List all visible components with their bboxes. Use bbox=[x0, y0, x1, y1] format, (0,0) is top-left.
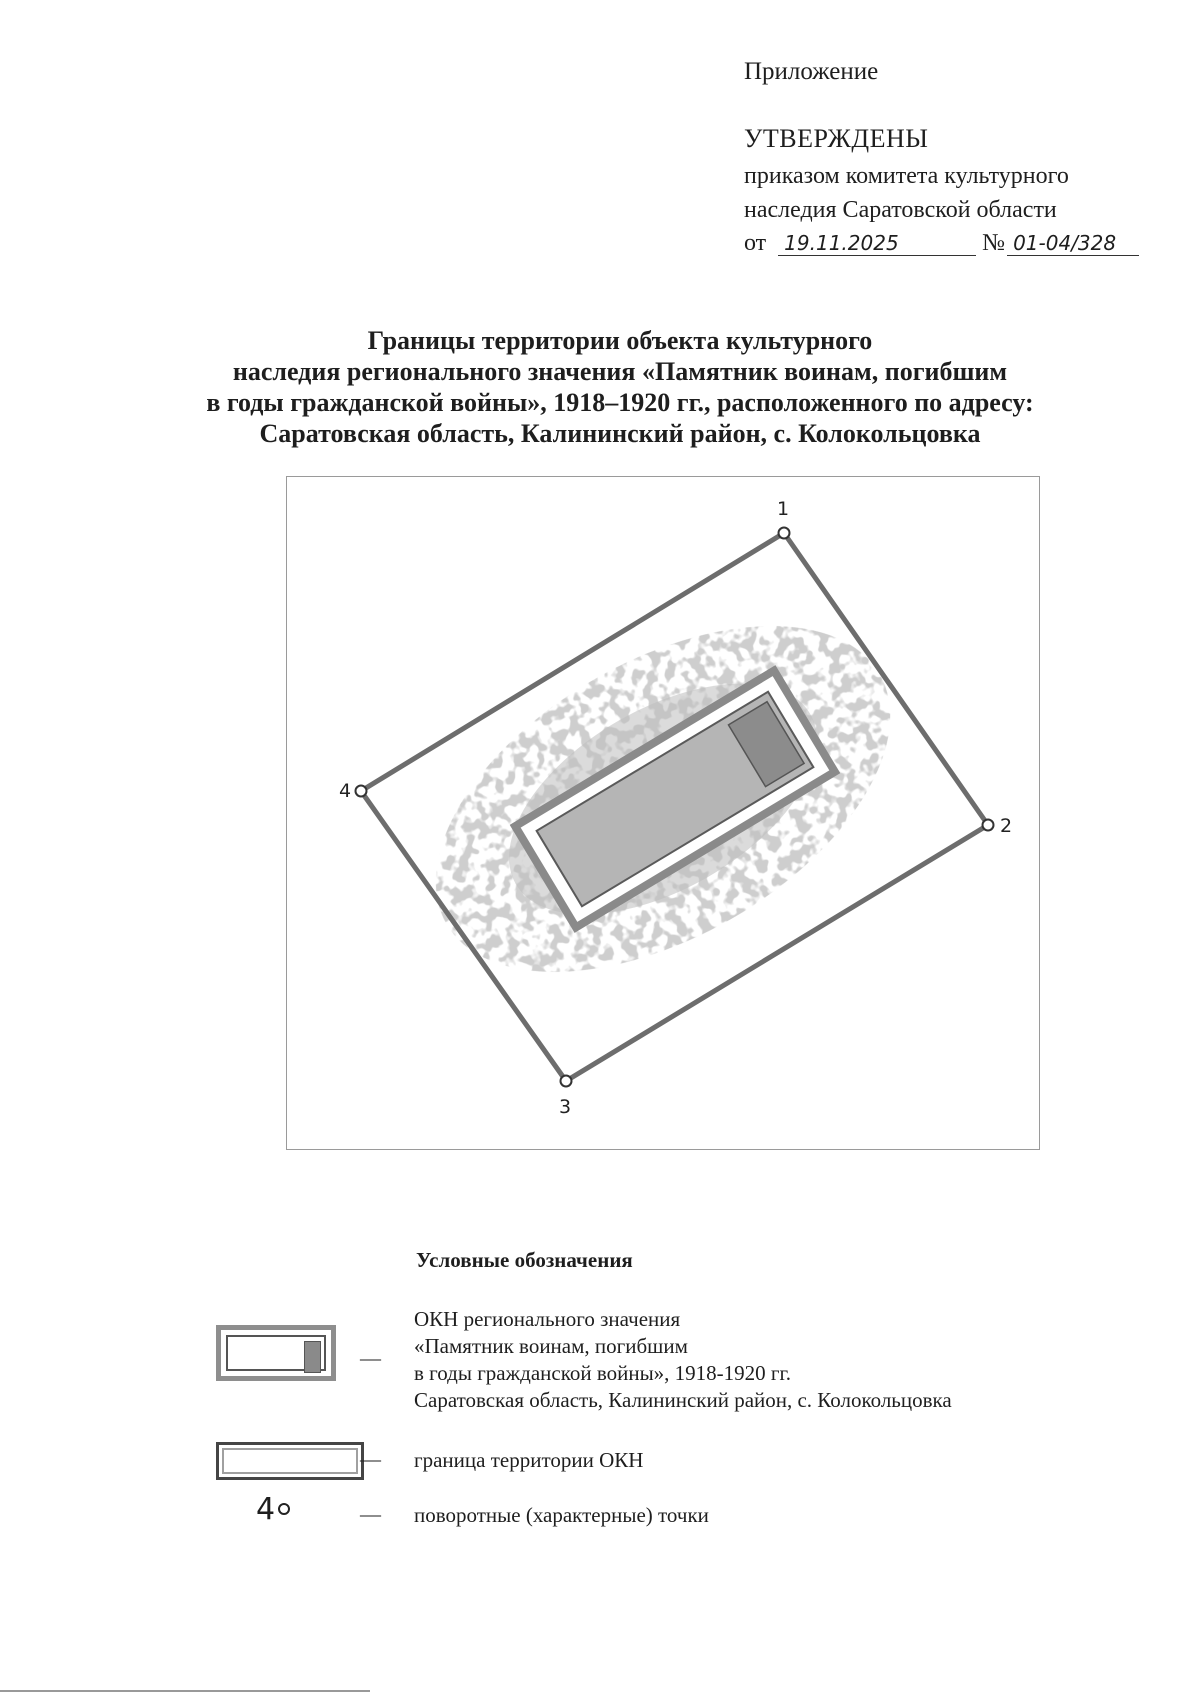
legend-okn-symbol bbox=[216, 1325, 336, 1381]
page-bottom-line bbox=[0, 1690, 370, 1692]
boundary-map bbox=[286, 476, 1040, 1150]
order-line-2: наследия Саратовской области bbox=[744, 197, 1057, 223]
turning-point-4 bbox=[356, 786, 367, 797]
title-line-1: Границы территории объекта культурного bbox=[367, 326, 873, 355]
legend-okn-text bbox=[414, 1306, 952, 1414]
number-prefix: № bbox=[982, 230, 1006, 256]
legend-points-text: поворотные (характерные) точки bbox=[414, 1503, 709, 1527]
legend-okn-line-2: «Памятник воинам, погибшим bbox=[414, 1334, 688, 1358]
legend-dash-border: — bbox=[360, 1447, 381, 1471]
legend-dash-okn: — bbox=[360, 1346, 381, 1370]
legend-point-symbol bbox=[256, 1492, 292, 1527]
legend-dash-points: — bbox=[360, 1502, 381, 1526]
legend-okn-line-3: в годы гражданской войны», 1918-1920 гг. bbox=[414, 1361, 792, 1385]
title-line-4: Саратовская область, Калининский район, с. Колокольцовка bbox=[259, 419, 981, 448]
point-label-1: 1 bbox=[777, 498, 790, 520]
map-drawing bbox=[287, 477, 1039, 1149]
point-label-2: 2 bbox=[1000, 815, 1013, 837]
approved-heading: УТВЕРЖДЕНЫ bbox=[744, 124, 929, 153]
order-number: 01-04/328 bbox=[1007, 231, 1139, 256]
legend-title: Условные обозначения bbox=[416, 1248, 633, 1272]
legend-okn-line-4: Саратовская область, Калининский район, с. Колокольцовка bbox=[414, 1388, 952, 1412]
document-title bbox=[180, 325, 1060, 449]
order-date-row bbox=[744, 230, 1139, 257]
turning-point-1 bbox=[779, 528, 790, 539]
appendix-label: Приложение bbox=[744, 58, 879, 85]
turning-point-3 bbox=[561, 1076, 572, 1087]
point-circle-icon bbox=[276, 1501, 292, 1517]
title-line-2: наследия регионального значения «Памятник воинам, погибшим bbox=[232, 357, 1008, 386]
legend-point-number: 4 bbox=[256, 1492, 276, 1527]
title-line-3: в годы гражданской войны», 1918–1920 гг., расположенного по адресу: bbox=[206, 388, 1034, 417]
turning-point-2 bbox=[983, 820, 994, 831]
legend-border-symbol bbox=[216, 1442, 364, 1480]
point-label-3: 3 bbox=[559, 1096, 572, 1118]
order-line-1: приказом комитета культурного bbox=[744, 163, 1069, 189]
legend-okn-line-1: ОКН регионального значения bbox=[414, 1307, 681, 1331]
order-date: 19.11.2025 bbox=[778, 231, 976, 256]
date-prefix: от bbox=[744, 230, 767, 256]
point-label-4: 4 bbox=[339, 780, 352, 802]
legend-border-text: граница территории ОКН bbox=[414, 1448, 644, 1472]
